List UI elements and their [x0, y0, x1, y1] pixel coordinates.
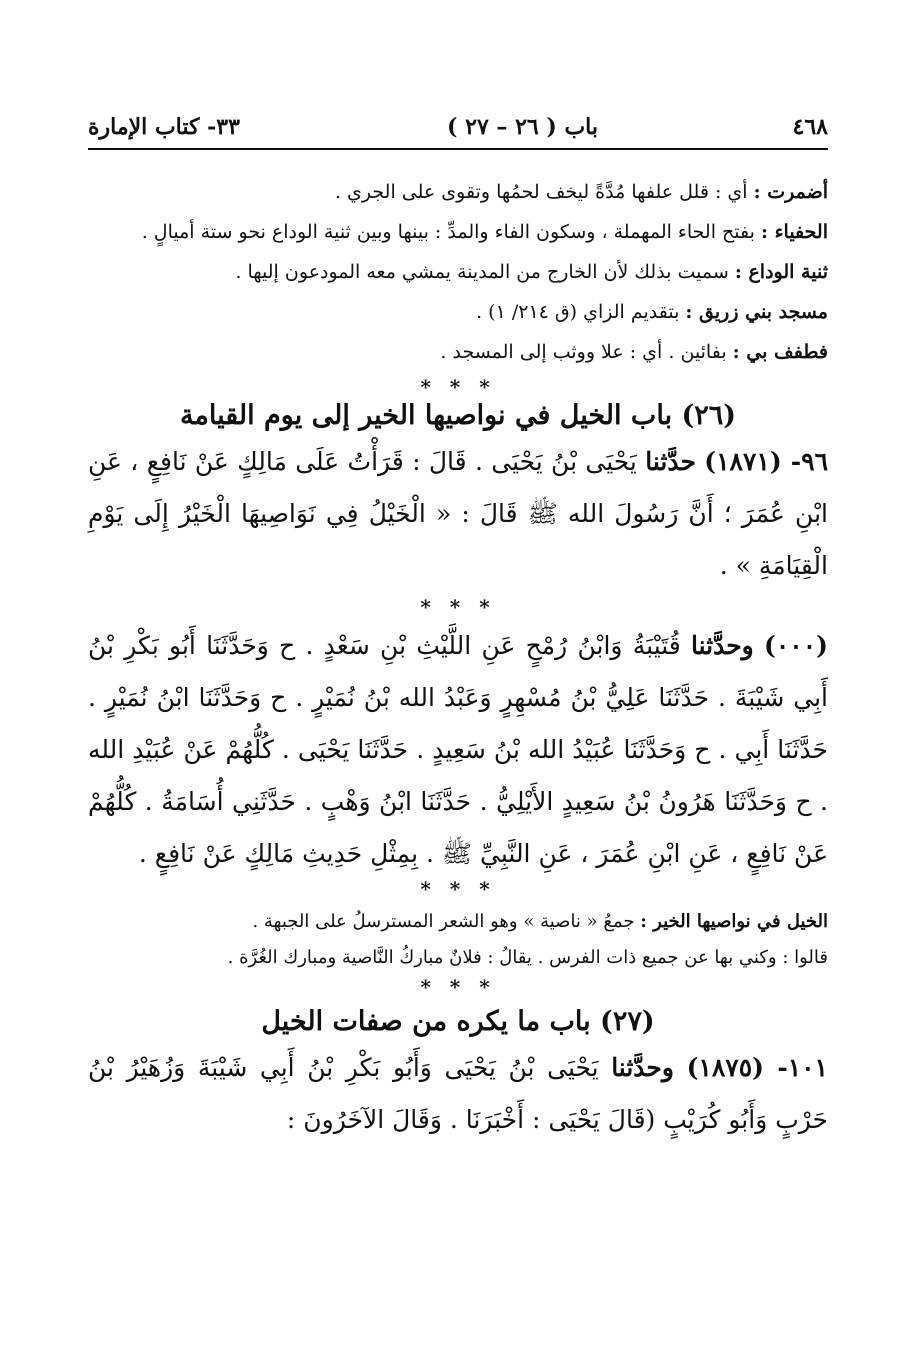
chapter-26-notes — [88, 904, 828, 976]
section-range: باب ( ٢٦ – ٢٧ ) — [447, 114, 598, 140]
top-notes — [88, 172, 828, 372]
hadith-96 — [88, 436, 828, 592]
page-number: ٤٦٨ — [792, 114, 828, 140]
chapter-27-title: (٢٧) باب ما يكره من صفات الخيل — [261, 1006, 655, 1037]
book-page — [88, 108, 828, 1146]
hadith-text: يَحْيَى بْنُ يَحْيَى . قَالَ : قَرَأْتُ عَلَى مَالِكٍ عَنْ نَافِعٍ ، عَنِ ابْنِ عُمَرَ ؛ أَنَّ رَسُولَ الله ﷺ قَالَ : « الْخَيْلُ فِي نَوَاصِيهَا الْخَيْرُ إِلَى يَوْمِ الْقِيَامَةِ » . — [88, 447, 828, 580]
hadith-number: ٩٦- (١٨٧١) — [704, 447, 828, 476]
hadith-lead: وحدَّثنا — [611, 1053, 674, 1082]
page-header — [88, 108, 828, 150]
hadith-000 — [88, 620, 828, 880]
separator-stars: * * * — [420, 975, 496, 999]
note-text: بتقديم الزاي (ق ٢١٤/ ١) . — [476, 301, 686, 323]
note-term: الخيل في نواصيها الخير : — [640, 911, 828, 932]
note-text: أي : قلل علفها مُدَّةً ليخف لحمُها وتقوى على الجري . — [334, 181, 754, 203]
hadith-number: (٠٠٠) — [764, 631, 828, 660]
hadith-number: ١٠١- (١٨٧٥) — [686, 1053, 828, 1082]
separator-stars: * * * — [420, 595, 496, 619]
hadith-lead: وحدَّثنا — [690, 631, 754, 660]
note-term: الحفياء : — [760, 221, 828, 243]
note-text: بفائين . أي : علا ووثب إلى المسجد . — [440, 341, 733, 363]
note-text: سميت بذلك لأن الخارج من المدينة يمشي معه المودعون إليها . — [235, 261, 735, 283]
note-term: فطفف بي : — [732, 341, 828, 363]
hadith-101 — [88, 1042, 828, 1146]
note-term: مسجد بني زريق : — [685, 301, 828, 323]
note-item — [88, 252, 828, 292]
note-item — [88, 212, 828, 252]
note-term: أضمرت : — [753, 181, 828, 203]
note-term: ثنية الوداع : — [734, 261, 828, 283]
note-item — [88, 172, 828, 212]
note-text: بفتح الحاء المهملة ، وسكون الفاء والمدِّ : بينها وبين ثنية الوداع نحو ستة أميالٍ . — [141, 221, 761, 243]
hadith-lead: حدَّثنا — [645, 447, 696, 476]
chapter-26-title: (٢٦) باب الخيل في نواصيها الخير إلى يوم القيامة — [179, 400, 737, 431]
note-text: قالوا : وكني بها عن جميع ذات الفرس . يقالُ : فلانٌ مباركُ النَّاصية ومبارك الغُرَّة . — [227, 947, 828, 968]
hadith-text: قُتَيْبَةُ وَابْنُ رُمْحٍ عَنِ اللَّيْثِ بْنِ سَعْدٍ . ح وَحَدَّثَنَا أَبُو بَكْرِ بْنُ أَبِي شَيْبَةَ . حَدَّثَنَا عَلِيُّ بْنُ مُسْهِرٍ وَعَبْدُ الله بْنُ نُمَيْرٍ . ح وَحَدَّثَنَا ابْنُ نُمَيْرٍ . حَدَّثَنَا أَبِي . ح وَحَدَّثَنَا عُبَيْدُ الله بْنُ سَعِيدٍ . حَدَّثَنَا يَحْيَى . كُلُّهُمْ عَنْ عُبَيْدِ الله . ح وَحَدَّثَنَا هَرُونُ بْنُ سَعِيدٍ الأَيْلِيُّ . حَدَّثَنَا ابْنُ وَهْبٍ . حَدَّثَنِي أُسَامَةُ . كُلُّهُمْ عَنْ نَافِعٍ ، عَنِ ابْنِ عُمَرَ ، عَنِ النَّبِيِّ ﷺ . بِمِثْلِ حَدِيثِ مَالِكٍ عَنْ نَافِعٍ . — [88, 631, 828, 868]
separator-stars: * * * — [420, 375, 496, 399]
note-item — [88, 332, 828, 372]
note-text: جمعُ « ناصية » وهو الشعر المسترسلُ على الجبهة . — [252, 911, 641, 932]
note-item — [88, 940, 828, 976]
note-item — [88, 904, 828, 940]
separator-stars: * * * — [420, 877, 496, 901]
note-item — [88, 292, 828, 332]
book-title: ٣٣- كتاب الإمارة — [88, 114, 240, 140]
hadith-text: يَحْيَى بْنُ يَحْيَى وَأَبُو بَكْرِ بْنُ أَبِي شَيْبَةَ وَزُهَيْرُ بْنُ حَرْبٍ وَأَبُو كُرَيْبٍ (قَالَ يَحْيَى : أَخْبَرَنَا . وَقَالَ الآخَرُونَ : — [88, 1053, 828, 1134]
